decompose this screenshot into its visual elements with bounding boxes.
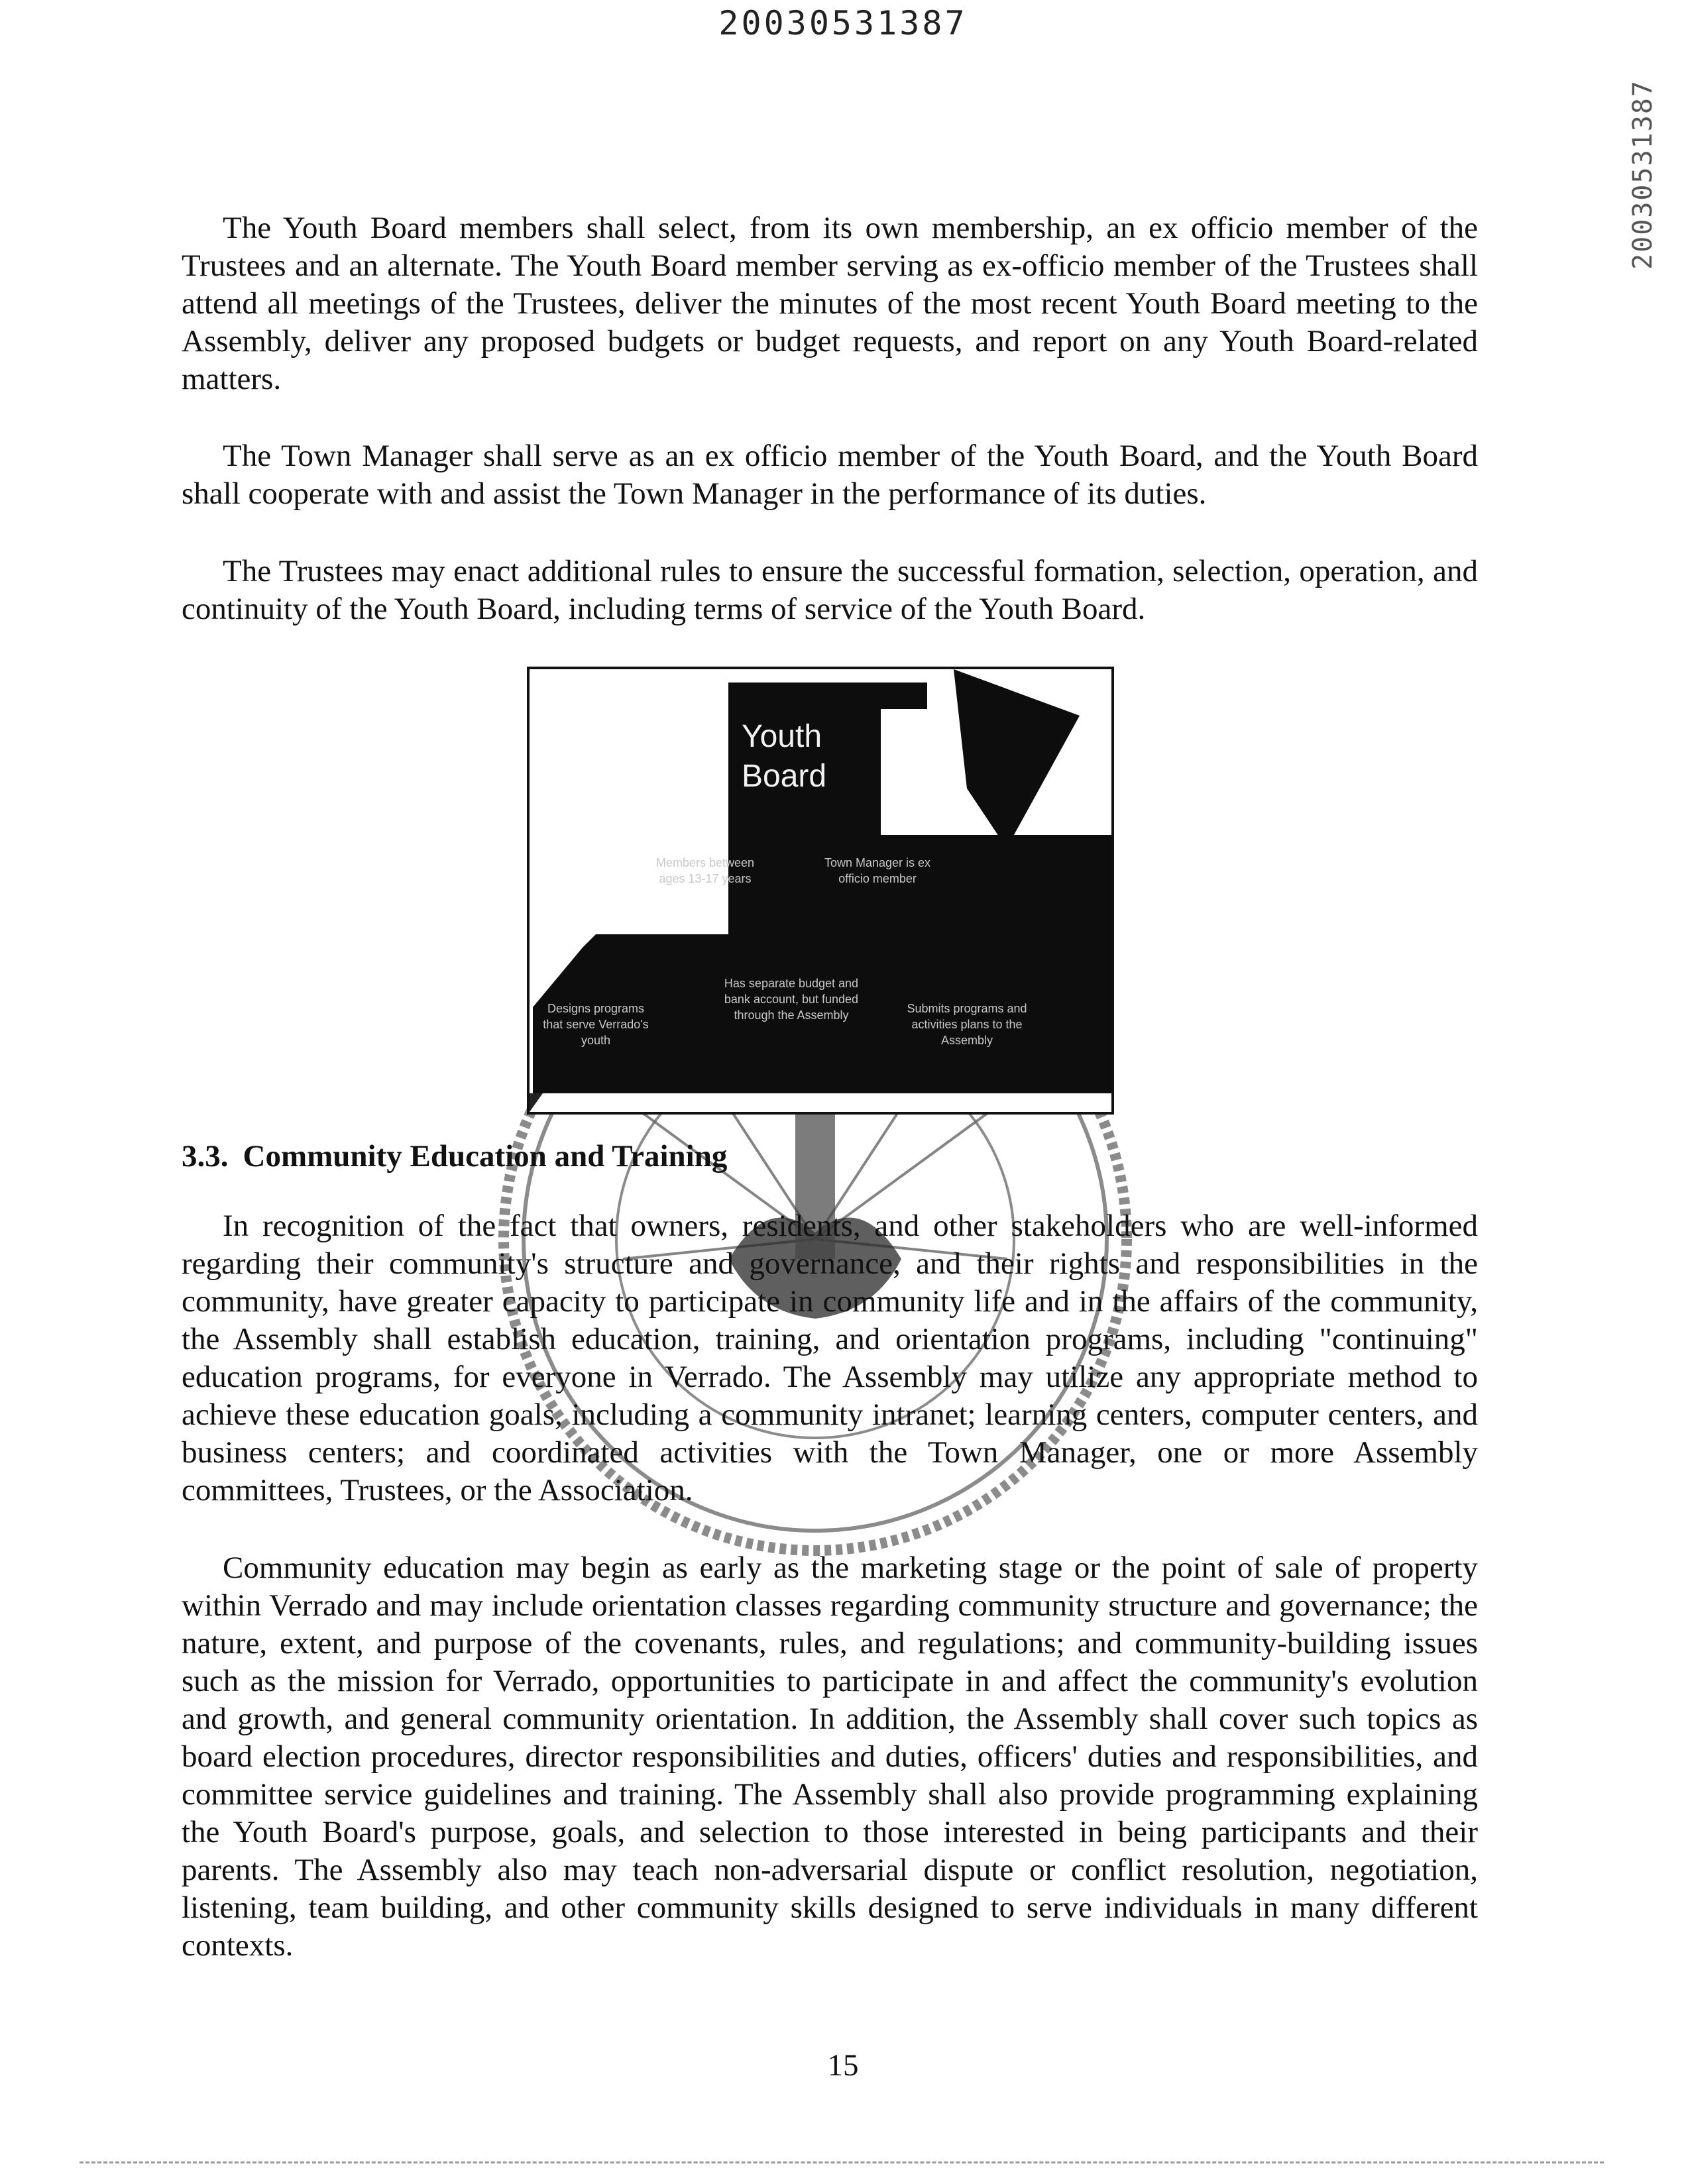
diagram-submits-text: Submits programs and activities plans to the Assembly <box>907 1002 1027 1047</box>
paragraph-text: The Youth Board members shall select, from its own membership, an ex officio member of the Trustees and an alternate. The Youth Board member serving as ex-officio member of the Trustees shall attend all meetings of the Trustees, deliver the minutes of the most recent Youth Board meeting to the Assembly, deliver any proposed budgets or budget requests, and report on any Youth Board-related matters. <box>182 211 1478 396</box>
paragraph-text: The Trustees may enact additional rules to ensure the successful formation, selection, operation, and continuity of the Youth Board, including terms of service of the Youth Board. <box>182 554 1478 626</box>
diagram-budget-text: Has separate budget and bank account, but funded through the Assembly <box>724 977 859 1022</box>
diagram-town-manager-text: Town Manager is ex officio member <box>824 856 931 885</box>
paragraph-youth-board-ex-officio <box>182 209 1478 398</box>
diagram-members-text: Members between ages 13-17 years <box>655 856 755 885</box>
bottom-scan-rule <box>80 2161 1604 2163</box>
paragraph-text: In recognition of the fact that owners, residents, and other stakeholders who are well-informed regarding their community's structure and governance, and their rights and responsibilities in the community, have greater capacity to participate in community life and in the affairs of the community, the Assembly shall establish education, training, and orientation programs, including "continuing" education programs, for everyone in Verrado. The Assembly may utilize any appropriate method to achieve these education goals, including a community intranet; learning centers, computer centers, and business centers; and coordinated activities with the Town Manager, one or more Assembly committees, Trustees, or the Association. <box>182 1209 1478 1507</box>
paragraph-community-education <box>182 1207 1478 1509</box>
diagram-title <box>742 717 826 796</box>
paragraph-town-manager <box>182 437 1478 513</box>
paragraph-text: The Town Manager shall serve as an ex officio member of the Youth Board, and the Youth Board shall cooperate with and assist the Town Manager in the performance of its duties. <box>182 439 1478 511</box>
diagram-designs-text: Designs programs that serve Verrado's youth <box>543 1002 649 1047</box>
section-heading <box>182 1138 742 1174</box>
recording-number: 20030531387 <box>718 4 968 42</box>
paragraph-education-topics <box>182 1549 1478 1965</box>
page-number: 15 <box>827 2048 859 2083</box>
side-recording-stamp: 20030531387 <box>1628 80 1658 270</box>
youth-board-diagram <box>527 667 1114 1115</box>
paragraph-trustees-rules <box>182 553 1478 628</box>
section-title: Community Education and Training <box>243 1139 728 1174</box>
paragraph-text: Community education may begin as early as the marketing stage or the point of sale of property within Verrado and may include orientation classes regarding community structure and governance; the nature, extent, and purpose of the covenants, rules, and regulations; and community-building issues such as the mission for Verrado, opportunities to participate in and affect the community's evolution and growth, and general community orientation. In addition, the Assembly shall cover such topics as board election procedures, director responsibilities and duties, officers' duties and responsibilities, and committee service guidelines and training. The Assembly shall also provide programming explaining the Youth Board's purpose, goals, and selection to those interested in being participants and their parents. The Assembly also may teach non-adversarial dispute or conflict resolution, negotiation, listening, team building, and other community skills designed to serve individuals in many different contexts. <box>182 1551 1478 1963</box>
section-number: 3.3. <box>182 1139 229 1174</box>
diagram-title-line1: Youth <box>742 719 822 754</box>
diagram-title-line2: Board <box>742 759 827 794</box>
